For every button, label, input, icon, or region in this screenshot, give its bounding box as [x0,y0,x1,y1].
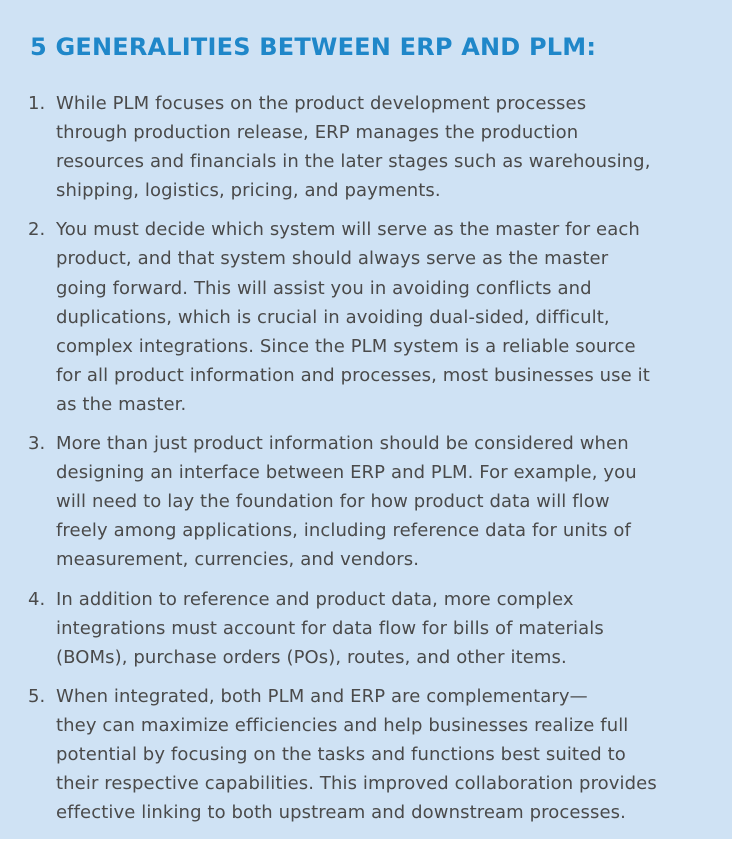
list-item-text: In addition to reference and product data, more complex integrations must account for data flow for bills of materials (BOMs), purchase orders (POs), routes, and other items. [56,588,604,668]
list-item-number: 2. [28,219,46,241]
list-item-1 [28,89,712,205]
list-item-number: 5. [28,685,46,707]
list-item-number: 3. [28,433,46,455]
generalities-list [28,89,712,827]
page-title: 5 GENERALITIES BETWEEN ERP AND PLM: [30,33,597,61]
list-item-3 [28,429,712,574]
list-item-number: 1. [28,93,46,114]
list-item-text: While PLM focuses on the product development processes through production release, ERP manages the production resources and financials in the later stages such as warehousing, shipping, logistics, pricing, and payments. [56,93,651,202]
list-item-text: You must decide which system will serve as the master for each product, and that system should always serve as the master going forward. This will assist you in avoiding conflicts and duplications, which is crucial in avoiding dual-sided, difficult, complex integrations. Since the PLM system is a reliable source for all product information and processes, most businesses use it as the master. [56,219,650,415]
list-item-number: 4. [28,588,46,610]
list-item-text: When integrated, both PLM and ERP are complementary— they can maximize efficiencies and help businesses realize full potential by focusing on the tasks and functions best suited to their respective capabilities. This improved collaboration provides effective linking to both upstream and downstream processes. [56,685,657,824]
list-item-5 [28,682,712,827]
list-item-2 [28,215,712,419]
list-item-4 [28,585,712,672]
list-item-text: More than just product information should be considered when designing an interface between ERP and PLM. For example, you will need to lay the foundation for how product data will flow freely among applications, including reference data for units of measurement, currencies, and vendors. [56,433,637,571]
